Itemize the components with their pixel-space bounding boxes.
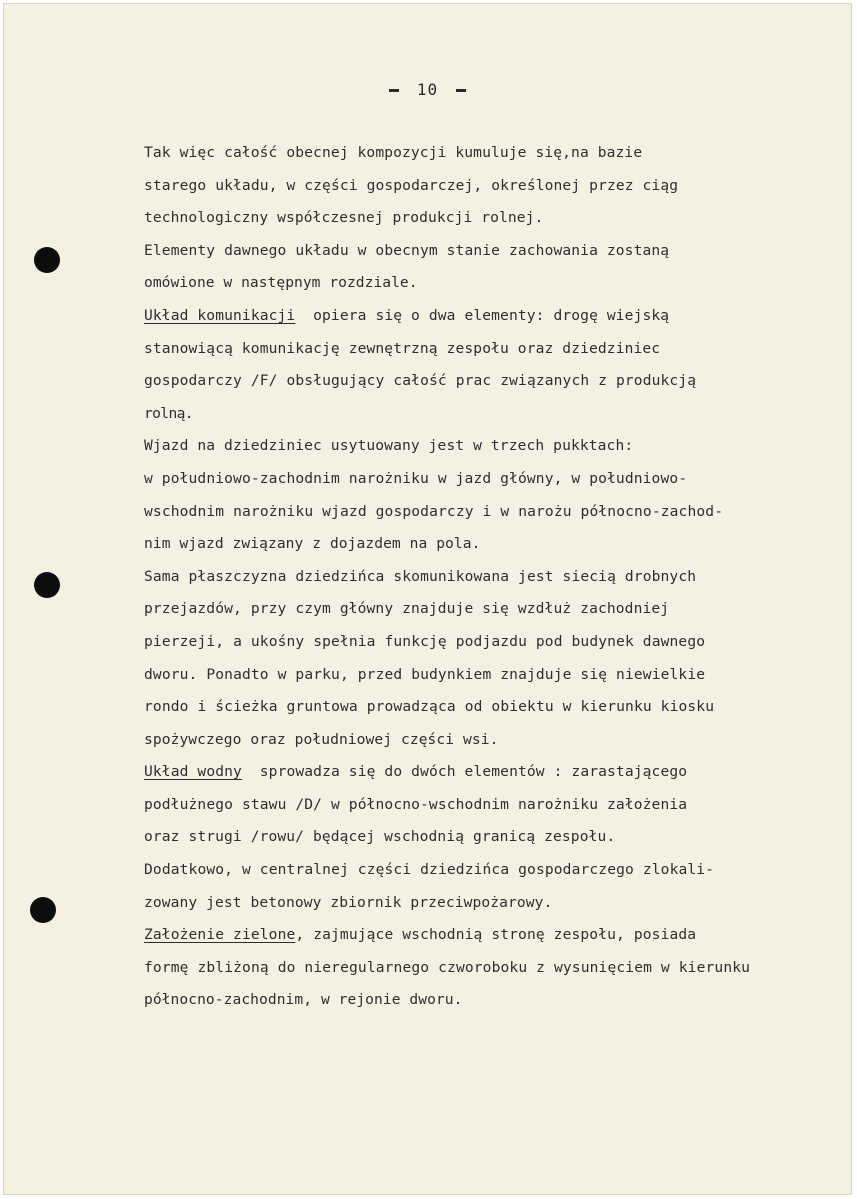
dash bbox=[456, 89, 466, 92]
text-line: zowany jest betonowy zbiornik przeciwpożarowy. bbox=[144, 893, 553, 911]
punch-hole bbox=[34, 572, 60, 598]
text-line: spożywczego oraz południowej części wsi. bbox=[144, 730, 499, 748]
punch-hole bbox=[30, 897, 56, 923]
text-line: starego układu, w części gospodarczej, określonej przez ciąg bbox=[144, 176, 679, 194]
body-text bbox=[144, 137, 849, 1017]
text-line: gospodarczy /F/ obsługujący całość prac związanych z produkcją bbox=[144, 372, 697, 390]
document-page bbox=[3, 3, 852, 1195]
text-line: podłużnego stawu /D/ w północno-wschodnim narożniku założenia bbox=[144, 795, 688, 813]
text-line: formę zbliżoną do nieregularnego czworoboku z wysunięciem w kierunku bbox=[144, 958, 751, 976]
page-number-value: 10 bbox=[416, 80, 439, 99]
text-line: Założenie zielone, zajmujące wschodnią stronę zespołu, posiada bbox=[144, 926, 697, 944]
text-line: przejazdów, przy czym główny znajduje się wzdłuż zachodniej bbox=[144, 600, 670, 618]
text-line: dworu. Ponadto w parku, przed budynkiem znajduje się niewielkie bbox=[144, 665, 706, 683]
section-heading: Układ komunikacji bbox=[144, 306, 296, 324]
text-line: Elementy dawnego układu w obecnym stanie zachowania zostaną bbox=[144, 241, 670, 259]
text-line: technologiczny współczesnej produkcji rolnej. bbox=[144, 209, 544, 227]
text-line: rolną. bbox=[144, 404, 193, 422]
text-line: wschodnim narożniku wjazd gospodarczy i w narożu północno-zachod- bbox=[144, 502, 724, 520]
text-line: Wjazd na dziedziniec usytuowany jest w trzech pukktach: bbox=[144, 437, 634, 455]
text-line: Układ wodny sprowadza się do dwóch elementów : zarastającego bbox=[144, 763, 688, 781]
dash bbox=[389, 89, 399, 92]
text-line: rondo i ścieżka gruntowa prowadząca od obiektu w kierunku kiosku bbox=[144, 698, 715, 716]
page-number bbox=[4, 80, 851, 99]
punch-hole bbox=[34, 247, 60, 273]
text-line: Tak więc całość obecnej kompozycji kumuluje się,na bazie bbox=[144, 144, 643, 161]
text-line: Sama płaszczyzna dziedzińca skomunikowana jest siecią drobnych bbox=[144, 567, 697, 585]
text-line: Układ komunikacji opiera się o dwa elementy: drogę wiejską bbox=[144, 306, 670, 324]
text-line: w południowo-zachodnim narożniku w jazd główny, w południowo- bbox=[144, 469, 688, 487]
text-line: omówione w następnym rozdziale. bbox=[144, 274, 418, 292]
text-line: północno-zachodnim, w rejonie dworu. bbox=[144, 991, 463, 1009]
text-line: oraz strugi /rowu/ będącej wschodnią granicą zespołu. bbox=[144, 828, 616, 846]
text-line: pierzeji, a ukośny spełnia funkcję podjazdu pod budynek dawnego bbox=[144, 632, 706, 650]
section-heading: Założenie zielone bbox=[144, 926, 296, 944]
text-line: stanowiącą komunikację zewnętrzną zespołu oraz dziedziniec bbox=[144, 339, 661, 357]
text-line: nim wjazd związany z dojazdem na pola. bbox=[144, 535, 481, 553]
text-line: Dodatkowo, w centralnej części dziedzińca gospodarczego zlokali- bbox=[144, 861, 715, 879]
section-heading: Układ wodny bbox=[144, 763, 242, 781]
